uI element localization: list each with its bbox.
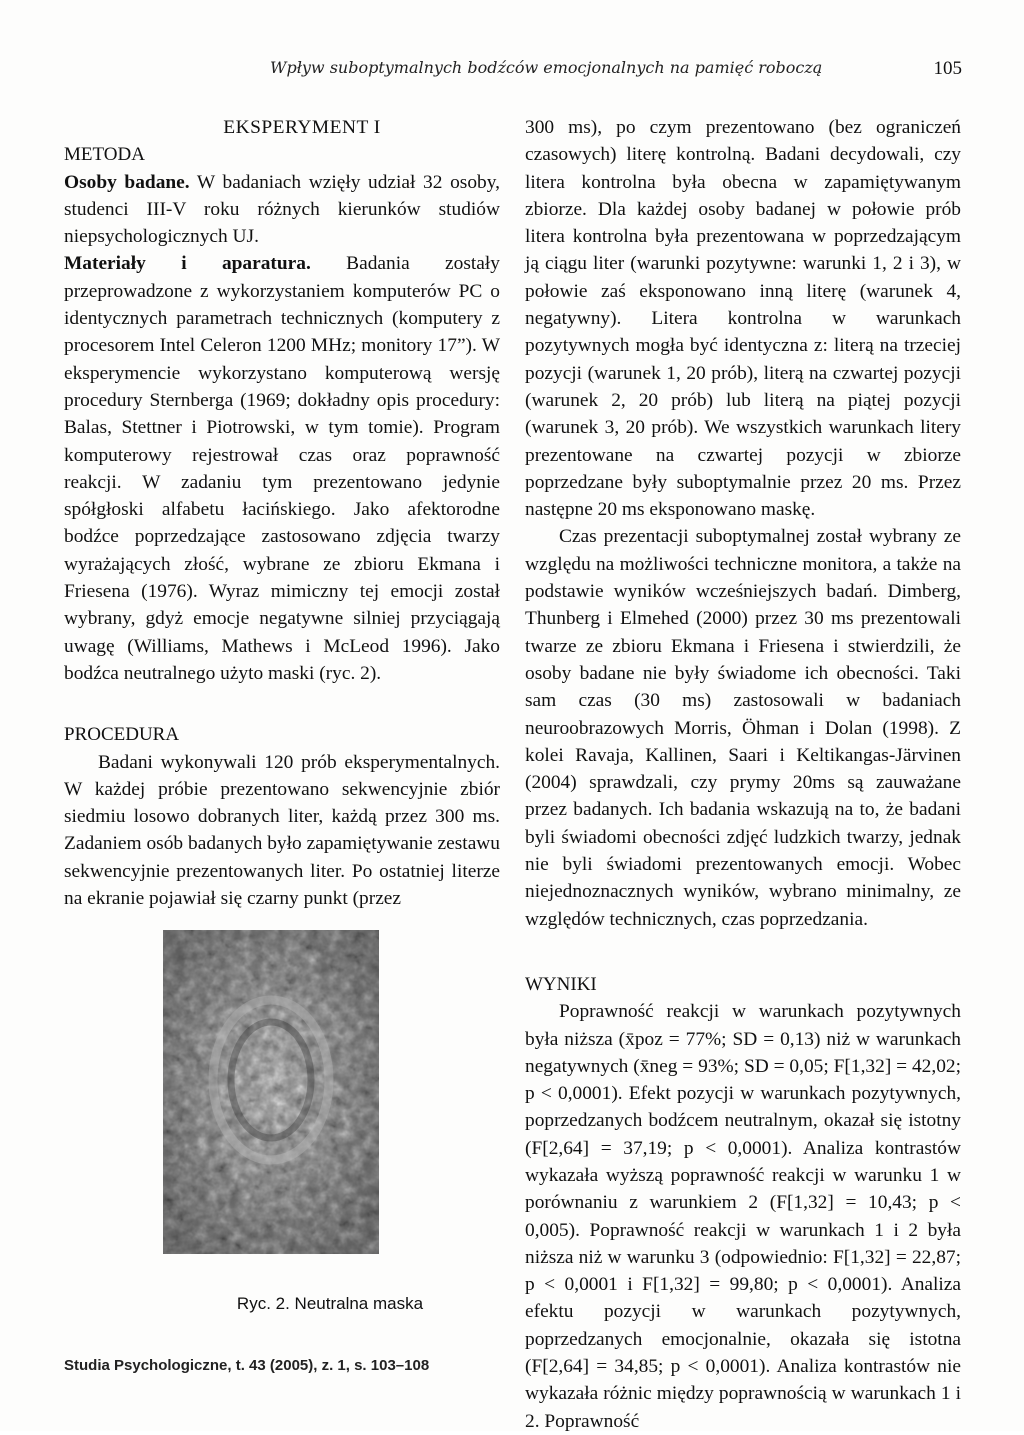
left-column [64,114,500,912]
neutral-mask-figure [163,930,379,1254]
right-column [525,114,961,1435]
materials-lead: Materiały i aparatura. [64,253,311,275]
right-paragraph-2: Czas prezentacji suboptymalnej został wybrany ze względu na możliwości techniczne monitora, a także na podstawie wyników wcześniejszych badań. Dimberg, Thunberg i Elmehed (2000) przez 30 ms prezentowali twarze ze zbioru Ekmana i Friesena i stwierdzili, że osoby badane nie były świadome ich obecności. Taki sam czas (30 ms) zastosowali w badaniach neuroobrazowych Morris, Öhman i Dolan (1998). Z kolei Ravaja, Kallinen, Saari i Keltikangas-Järvinen (2004) sprawdzali, czy prymy 20ms są zauważane przez badanych. Ich badania wskazują na to, że badani byli świadomi obecności zdjęć ludzkich twarzy, jednak nie byli świadomi prezentowanych emocji. Wobec niejednoznacznych wyników, wybrano minimalny, ze względów technicznych, czas poprzedzania. [525,526,961,930]
experiment-title: EKSPERYMENT I [223,117,381,138]
procedure-heading: PROCEDURA [64,724,180,746]
procedure-paragraph: Badani wykonywali 120 prób eksperymentalnych. W każdej próbie prezentowano sekwencyjnie zbiór siedmiu losowo dobranych liter, każdą przez 300 ms. Zadaniem osób badanych było zapamiętywanie zestawu sekwencyjnie prezentowanych liter. Po ostatniej literze na ekranie pojawiał się czarny punkt (przez [64,751,500,910]
materials-paragraph [64,250,500,687]
results-paragraph: Poprawność reakcji w warunkach pozytywnych była niższa (x̄poz = 77%; SD = 0,13) niż w warunkach negatywnych (x̄neg = 93%; SD = 0,05; F[1,32] = 42,02; p < 0,0001). Efekt pozycji w warunkach pozytywnych, poprzedzanych bodźcem neutralnym, okazał się istotny (F[2,64] = 37,19; p < 0,0001). Analiza kontrastów wykazała wyższą poprawność reakcji w warunku 1 w porównaniu z warunkiem 2 (F[1,32] = 10,43; p < 0,005). Poprawność reakcji w warunkach 1 i 2 była niższa niż w warunku 3 (odpowiednio: F[1,32] = 22,87; p < 0,0001 i F[1,32] = 99,80; p < 0,0001). Analiza efektu pozycji w warunkach pozytywnych, poprzedzanych emocjonalnie, okazała się istotna (F[2,64] = 34,85; p < 0,0001). Analiza kontrastów nie wykazała różnic między poprawnością w warunkach 1 i 2. Poprawność [525,1001,961,1432]
journal-citation: Studia Psychologiczne, t. 43 (2005), z. 1, s. 103–108 [64,1357,430,1374]
materials-text: Badania zostały przeprowadzone z wykorzystaniem komputerów PC o identycznych parametrach technicznych (komputery z procesorem Intel Celeron 1200 MHz; monitory 17”). W eksperymencie wykorzystano komputerową wersję procedury Sternberga (1969; dokładny opis procedury: Balas, Stettner i Piotrowski, w tym tomie). Program komputerowy rejestrował czas oraz poprawność reakcji. W zadaniu tym prezentowano jedynie spółgłoski alfabetu łacińskiego. Jako afektorodne bodźce poprzedzające zastosowano zdjęcia twarzy wyrażających złość, wybrane ze zbioru Ekmana i Friesena (1976). Wyraz mimiczny tej emocji został wybrany, gdyż emocje negatywne silniej przyciągają uwagę (Williams, Mathews i McLeod 1996). Jako bodźca neutralnego użyto maski (ryc. 2). [64,253,500,684]
figure-caption: Ryc. 2. Neutralna maska [236,1294,424,1313]
mask-image [163,930,379,1254]
subjects-text: W badaniach wzięły udział 32 osoby, studenci III-V roku różnych kierunków studiów niepsychologicznych UJ. [64,171,500,248]
results-heading: WYNIKI [525,973,597,995]
page-number: 105 [933,58,962,79]
method-heading: METODA [64,144,145,166]
subjects-paragraph [64,169,500,251]
running-title: Wpływ suboptymalnych bodźców emocjonalnych na pamięć roboczą [270,58,823,77]
subjects-lead: Osoby badane. [64,171,190,193]
right-paragraph-1: 300 ms), po czym prezentowano (bez ograniczeń czasowych) literę kontrolną. Badani decydowali, czy litera kontrolna była obecna w zapamiętywanym zbiorze. Dla każdej osoby badanej w połowie prób litera kontrolna była prezentowana w poprzedzającym ją ciągu liter (warunki pozytywne: warunki 1, 2 i 3), w połowie zaś eksponowano inną literę (warunek 4, negatywny). Litera kontrolna w warunkach pozytywnych mogła być identyczna z: literą na trzeciej pozycji (warunek 1, 20 prób), literą na czwartej pozycji (warunek 2, 20 prób) lub literą na piątej pozycji (warunek 3, 20 prób). We wszystkich warunkach litery prezentowane na czwartej pozycji w zbiorze poprzedzane były suboptymalnie przez 20 ms. Przez następne 20 ms eksponowano maskę. [525,117,961,521]
